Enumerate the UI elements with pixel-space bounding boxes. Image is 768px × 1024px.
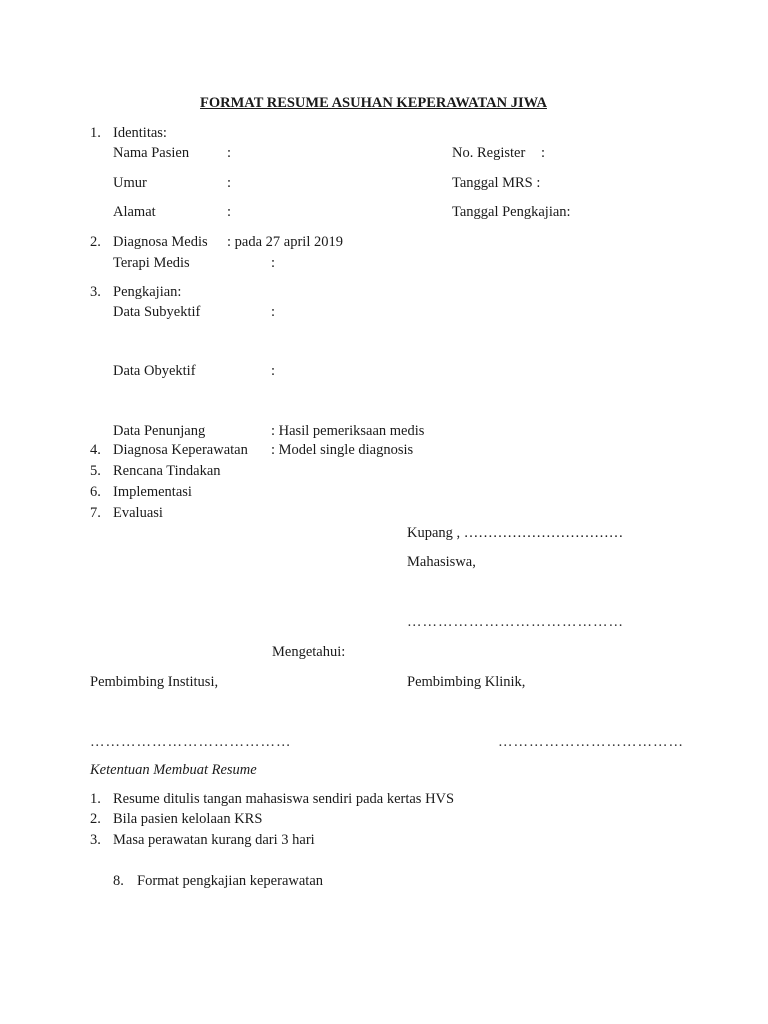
mahasiswa-label: Mahasiswa, [407, 554, 476, 570]
pembimbing-klinik-signature-line: ……………………………… [498, 734, 684, 750]
item-number: 1. [90, 125, 101, 141]
terapi-medis-colon: : [271, 255, 276, 271]
rencana-tindakan-label: Rencana Tindakan [113, 463, 221, 479]
pengkajian-label: Pengkajian: [113, 284, 182, 300]
terapi-medis-label: Terapi Medis [113, 255, 190, 271]
data-subyektif-label: Data Subyektif [113, 304, 201, 320]
pembimbing-institusi-label: Pembimbing Institusi, [90, 674, 219, 690]
item-number: 2. [90, 234, 101, 250]
evaluasi-label: Evaluasi [113, 505, 163, 521]
data-penunjang-value: : Hasil pemeriksaan medis [271, 423, 425, 439]
ketentuan-item-number: 3. [90, 832, 101, 848]
item-number: 4. [90, 442, 101, 458]
item-number: 3. [90, 284, 101, 300]
nama-pasien-label: Nama Pasien [113, 145, 190, 161]
umur-colon: : [227, 175, 232, 191]
ketentuan-item-text: Resume ditulis tangan mahasiswa sendiri pada kertas HVS [113, 791, 455, 807]
mengetahui-label: Mengetahui: [272, 644, 346, 660]
nama-pasien-colon: : [227, 145, 232, 161]
footer-item-number: 8. [113, 873, 124, 889]
implementasi-label: Implementasi [113, 484, 192, 500]
data-obyektif-colon: : [271, 363, 276, 379]
alamat-colon: : [227, 204, 232, 220]
diagnosa-medis-label: Diagnosa Medis [113, 234, 208, 250]
ketentuan-item-text: Bila pasien kelolaan KRS [113, 811, 263, 827]
pembimbing-klinik-label: Pembimbing Klinik, [407, 674, 526, 690]
umur-label: Umur [113, 175, 147, 191]
no-register-colon: : [541, 145, 546, 161]
item-number: 5. [90, 463, 101, 479]
footer-item-text: Format pengkajian keperawatan [137, 873, 324, 889]
ketentuan-item-text: Masa perawatan kurang dari 3 hari [113, 832, 315, 848]
pembimbing-institusi-signature-line: ………………………………… [90, 734, 292, 750]
tanggal-pengkajian-label: Tanggal Pengkajian: [452, 204, 571, 220]
mahasiswa-signature-line: …………………………………… [407, 614, 624, 630]
ketentuan-item-number: 1. [90, 791, 101, 807]
data-penunjang-label: Data Penunjang [113, 423, 206, 439]
kupang-date-line: Kupang , …………………………… [407, 525, 624, 541]
tanggal-mrs-label: Tanggal MRS : [452, 175, 541, 191]
diagnosa-keperawatan-label: Diagnosa Keperawatan [113, 442, 248, 458]
item-number: 7. [90, 505, 101, 521]
no-register-label: No. Register [452, 145, 526, 161]
diagnosa-medis-value: : pada 27 april 2019 [227, 234, 343, 250]
data-subyektif-colon: : [271, 304, 276, 320]
diagnosa-keperawatan-value: : Model single diagnosis [271, 442, 414, 458]
data-obyektif-label: Data Obyektif [113, 363, 196, 379]
alamat-label: Alamat [113, 204, 156, 220]
document-title: FORMAT RESUME ASUHAN KEPERAWATAN JIWA [200, 95, 547, 111]
item-number: 6. [90, 484, 101, 500]
ketentuan-item-number: 2. [90, 811, 101, 827]
identitas-label: Identitas: [113, 125, 167, 141]
ketentuan-heading: Ketentuan Membuat Resume [90, 762, 257, 778]
